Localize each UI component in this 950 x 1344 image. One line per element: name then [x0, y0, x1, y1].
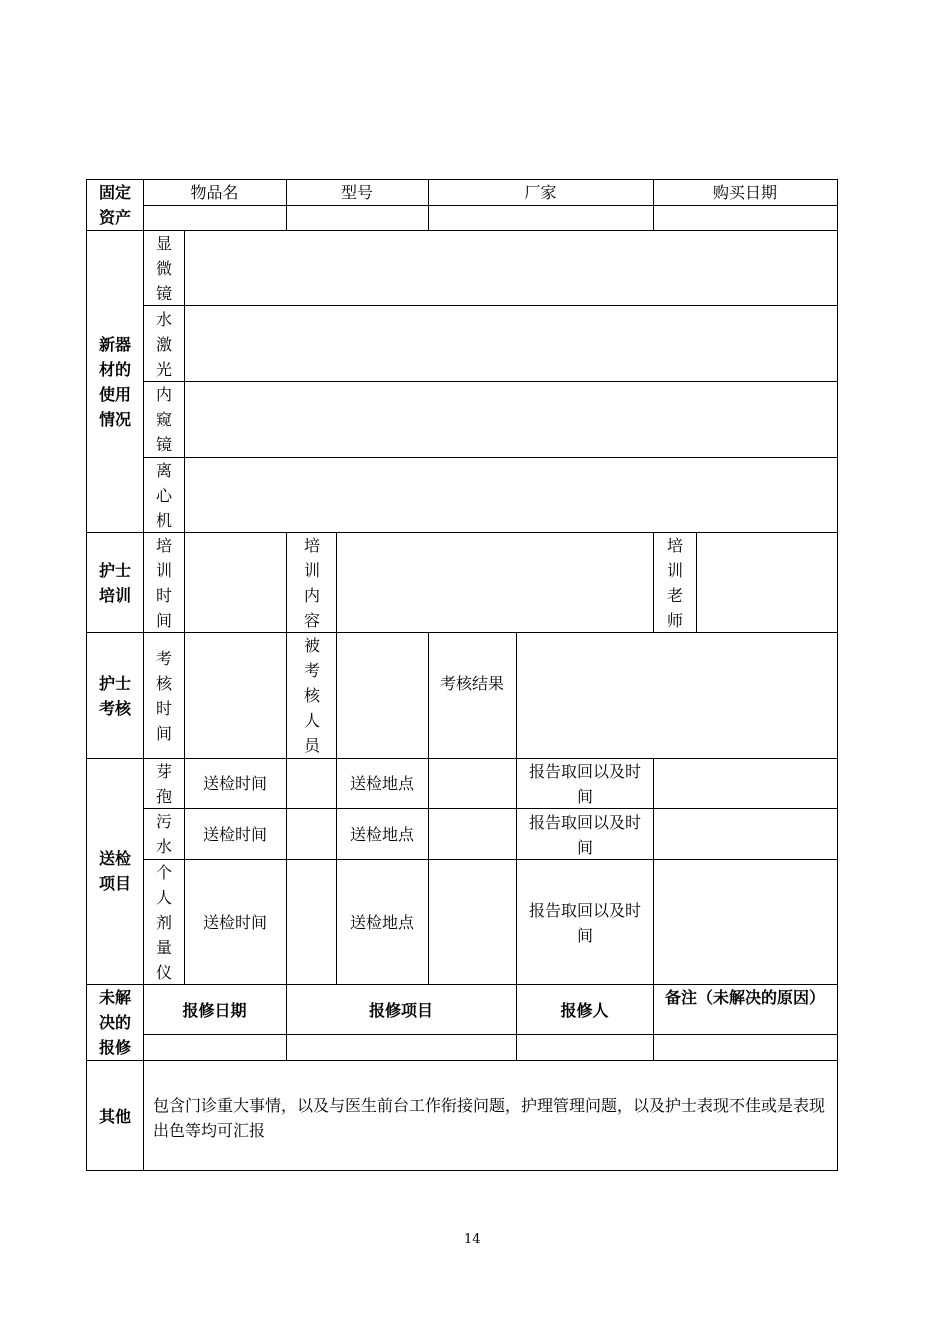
col-manufacturer: 厂家 — [524, 183, 557, 202]
inspection-label: 送检项目 — [98, 849, 131, 893]
input-manufacturer[interactable] — [429, 206, 653, 230]
inspection-place-label: 送检地点 — [349, 825, 414, 844]
input-repair-person[interactable] — [517, 1035, 653, 1060]
input-dosimeter-place[interactable] — [429, 860, 516, 984]
input-spores-time[interactable] — [287, 759, 336, 808]
col-repair-person: 报修人 — [560, 1001, 609, 1020]
input-model[interactable] — [287, 206, 428, 230]
col-item-name: 物品名 — [190, 183, 239, 202]
examinee-label: 被考核人员 — [303, 636, 320, 755]
other-description[interactable]: 包含门诊重大事情，以及与医生前台工作衔接问题，护理管理问题，以及护士表现不佳或是表现出色等均可汇报 — [153, 1096, 826, 1140]
inspection-item-sewage: 污水 — [155, 812, 172, 856]
input-endoscope[interactable] — [185, 382, 837, 457]
training-time-label: 培训时间 — [155, 536, 172, 630]
inspection-report-label: 报告取回以及时间 — [528, 901, 641, 945]
input-dosimeter-report[interactable] — [654, 860, 837, 984]
col-repair-date: 报修日期 — [182, 1001, 247, 1020]
input-spores-report[interactable] — [654, 759, 837, 808]
col-model: 型号 — [340, 183, 373, 202]
input-training-content[interactable] — [337, 533, 653, 632]
input-repair-note[interactable] — [654, 1035, 837, 1060]
input-training-time[interactable] — [185, 533, 286, 632]
input-exam-time[interactable] — [185, 633, 286, 758]
inspection-time-label: 送检时间 — [202, 825, 267, 844]
input-spores-place[interactable] — [429, 759, 516, 808]
input-training-teacher[interactable] — [697, 533, 837, 632]
training-content-label: 培训内容 — [303, 536, 320, 630]
other-label: 其他 — [98, 1107, 131, 1126]
input-purchase-date[interactable] — [654, 206, 837, 230]
col-purchase-date: 购买日期 — [712, 183, 777, 202]
equipment-water-laser: 水激光 — [155, 310, 172, 379]
inspection-report-label: 报告取回以及时间 — [528, 762, 641, 806]
exam-time-label: 考核时间 — [155, 649, 172, 743]
inspection-item-spores: 芽孢 — [155, 762, 172, 806]
input-dosimeter-time[interactable] — [287, 860, 336, 984]
nurse-training-label: 护士培训 — [98, 561, 131, 605]
exam-result-label: 考核结果 — [440, 674, 505, 693]
nurse-exam-label: 护士考核 — [98, 674, 131, 718]
new-equipment-label: 新器材的使用情况 — [98, 335, 131, 429]
equipment-centrifuge: 离心机 — [155, 461, 172, 530]
input-water-laser[interactable] — [185, 306, 837, 381]
input-sewage-time[interactable] — [287, 809, 336, 859]
training-teacher-label: 培训老师 — [666, 536, 683, 630]
col-repair-note: 备注（未解决的原因） — [665, 988, 826, 1007]
equipment-microscope: 显微镜 — [155, 234, 172, 303]
input-repair-item[interactable] — [287, 1035, 516, 1060]
repairs-label: 未解决的报修 — [98, 988, 131, 1057]
input-microscope[interactable] — [185, 231, 837, 305]
input-centrifuge[interactable] — [185, 458, 837, 532]
input-sewage-place[interactable] — [429, 809, 516, 859]
fixed-assets-label: 固定资产 — [98, 183, 131, 227]
inspection-report-label: 报告取回以及时间 — [528, 813, 641, 857]
input-sewage-report[interactable] — [654, 809, 837, 859]
inspection-place-label: 送检地点 — [349, 913, 414, 932]
col-repair-item: 报修项目 — [368, 1001, 433, 1020]
inspection-time-label: 送检时间 — [202, 913, 267, 932]
input-item-name[interactable] — [144, 206, 286, 230]
inspection-time-label: 送检时间 — [202, 774, 267, 793]
input-exam-result[interactable] — [517, 633, 837, 758]
inspection-item-dosimeter: 个人剂量仪 — [155, 863, 172, 982]
input-examinee[interactable] — [337, 633, 428, 758]
input-repair-date[interactable] — [144, 1035, 286, 1060]
equipment-endoscope: 内窥镜 — [155, 385, 172, 454]
page-number: 14 — [464, 1232, 481, 1247]
inspection-place-label: 送检地点 — [349, 774, 414, 793]
